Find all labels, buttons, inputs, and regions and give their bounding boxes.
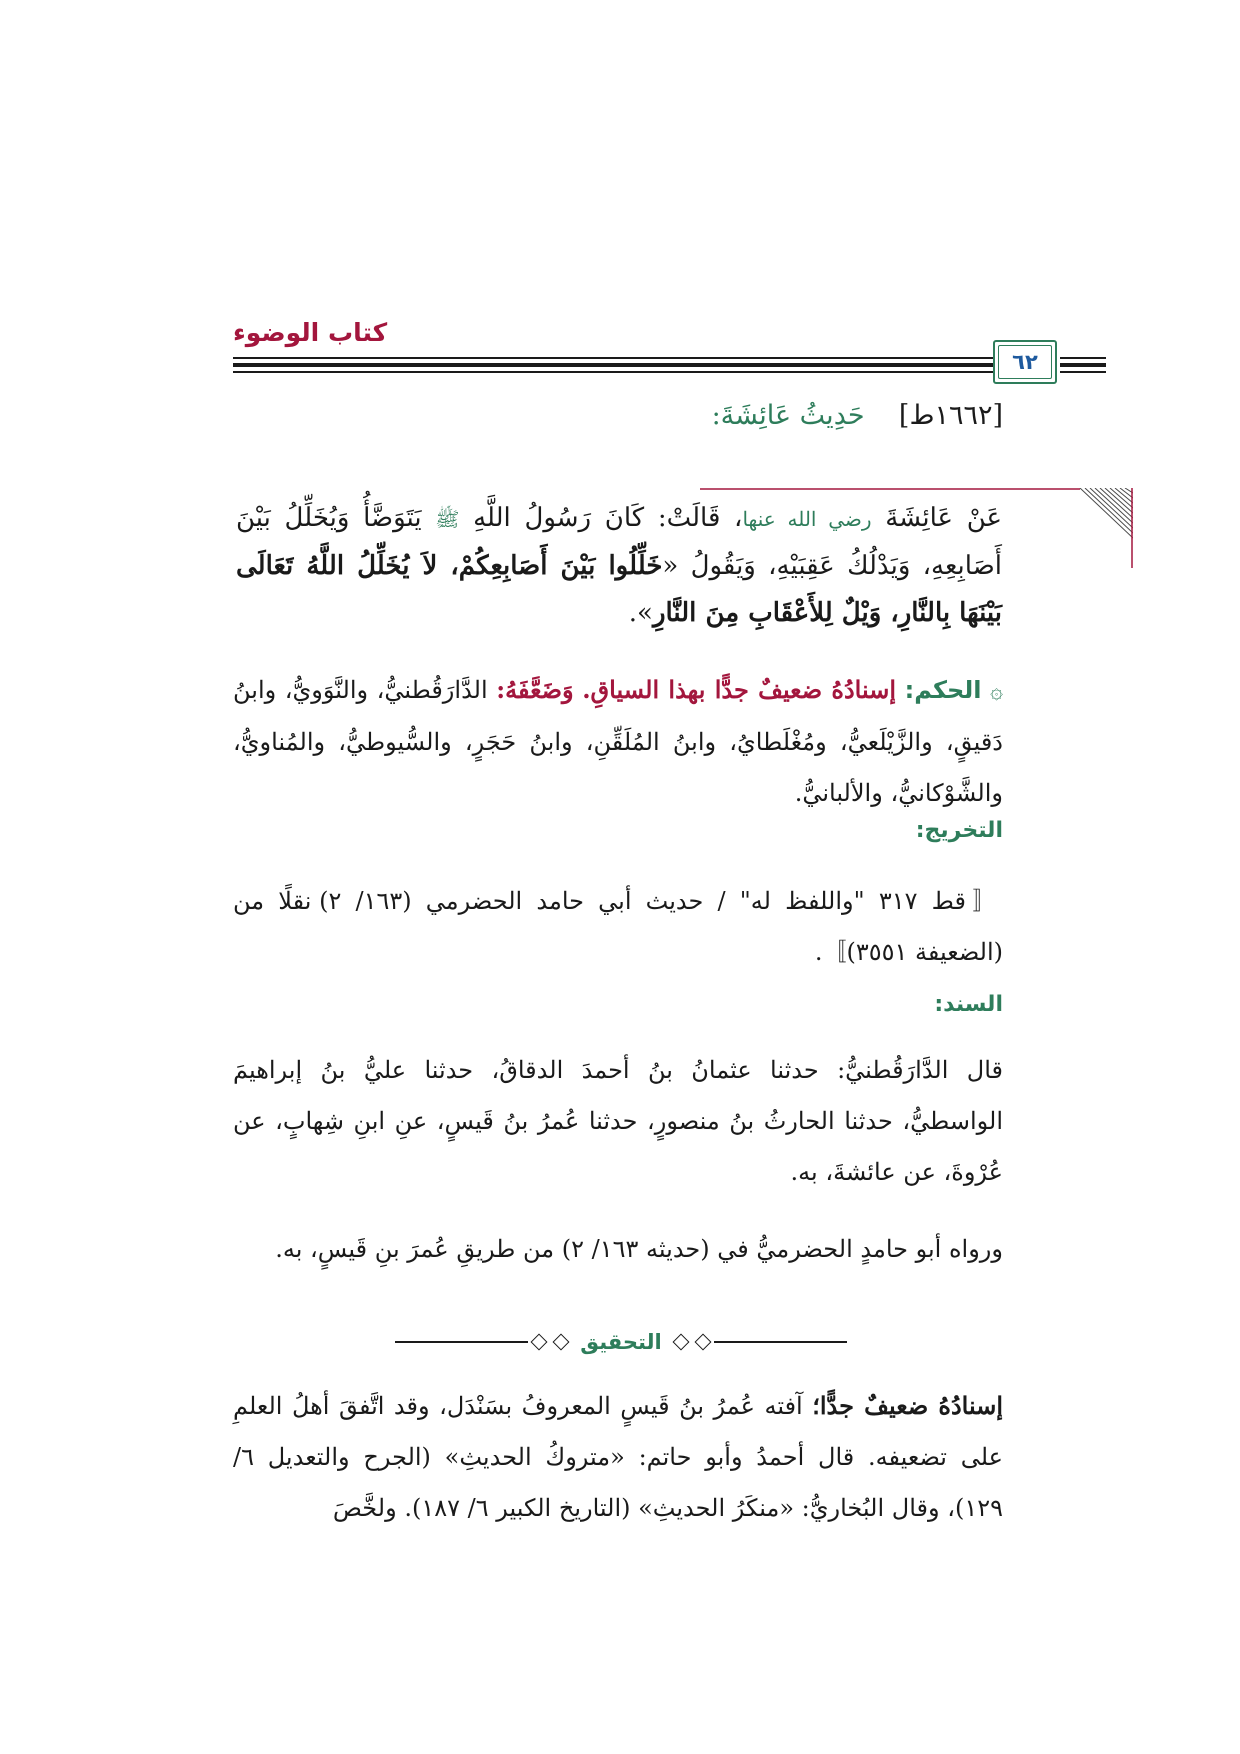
header-rule <box>1060 357 1106 359</box>
header-rule <box>1060 363 1106 367</box>
tahqiq-text: آفته عُمرُ بنُ قَيسٍ المعروفُ بسَنْدَل، وقد اتَّفقَ أهلُ العلمِ على تضعيفه. قال أحمدُ وأبو حاتم: «متروكُ الحديثِ» (الجرح والتعديل ٦/ ١٢٩)، وقال البُخاريُّ: «منكَرُ الحديثِ» (التاريخ الكبير ٦/ ١٨٧). ولخَّصَ <box>233 1392 1003 1522</box>
divider-line <box>714 1341 847 1343</box>
divider-ornament <box>553 1334 570 1351</box>
header-rule <box>1060 371 1106 373</box>
header-rule <box>233 371 993 373</box>
hadith-text <box>236 495 1002 637</box>
tahqiq-label: التحقيق <box>580 1330 662 1354</box>
hadith-title: حَدِيثُ عَائِشَةَ: <box>711 400 865 431</box>
divider-line <box>395 1341 528 1343</box>
hadith-quote: خَلِّلُوا بَيْنَ أَصَابِعِكُمْ، لاَ يُخَلِّلُ اللَّهُ تَعَالَى بَيْنَهَا بِالنَّارِ، وَيْلٌ لِلأَعْقَابِ مِنَ النَّارِ <box>236 551 1002 628</box>
tahqiq-divider <box>395 1330 847 1354</box>
divider-ornament <box>672 1334 689 1351</box>
tahqiq-paragraph <box>233 1380 1003 1534</box>
ruling-label: الحكم: <box>904 676 982 704</box>
header-rule <box>233 363 993 367</box>
sanad-paragraph: ورواه أبو حامدٍ الحضرميُّ في (حديثه ١٦٣/ ٢) من طريقِ عُمرَ بنِ قَيسٍ، به. <box>275 1235 1003 1263</box>
hadith-text-part: يَتَوَضَّأُ وَيُخَلِّلُ بَيْنَ أَصَابِعِهِ، وَيَدْلُكُ عَقِبَيْهِ، وَيَقُولُ « <box>236 503 1002 581</box>
ruling-verdict: إسنادُهُ ضعيفٌ جدًّا بهذا السياقِ. <box>582 675 897 704</box>
flower-icon: ۞ <box>990 679 1003 704</box>
takhrij-label: التخريج: <box>915 818 1003 843</box>
header-rule <box>233 357 993 359</box>
divider-ornament <box>694 1334 711 1351</box>
sanad-paragraph: قال الدَّارَقُطنيُّ: حدثنا عثمانُ بنُ أحمدَ الدقاقُ، حدثنا عليُّ بنُ إبراهيمَ الواسطيُّ، حدثنا الحارثُ بنُ منصورٍ، حدثنا عُمرُ بنُ قَيسٍ، عنِ ابنِ شِهابٍ، عن عُرْوةَ، عن عائشةَ، به. <box>233 1056 1003 1186</box>
honorific-prophet: ﷺ <box>435 507 460 531</box>
sanad-label: السند: <box>934 992 1003 1017</box>
hadith-text-part: ، قَالَتْ: كَانَ رَسُولُ اللَّهِ <box>459 503 743 533</box>
hadith-number: [١٦٦٢ط] <box>898 400 1003 431</box>
page-number-frame <box>993 340 1057 384</box>
takhrij-text: 〚قط ٣١٧ "واللفظ له" / حديث أبي حامد الحضرمي (١٦٣/ ٢) نقلًا من (الضعيفة ٣٥٥١)〛. <box>233 887 1003 966</box>
book-title: كتاب الوضوء <box>233 318 388 347</box>
hadith-heading <box>303 400 1003 431</box>
honorific-aisha: رضي الله عنها <box>742 507 872 531</box>
page-number: ٦٢ <box>1012 350 1038 374</box>
weakened-by-names: الدَّارَقُطنيُّ، والنَّوَويُّ، وابنُ دَقيقٍ، والزَّيْلَعيُّ، ومُغْلَطايُ، وابنُ المُلَقِّنِ، وابنُ حَجَرٍ، والسُّيوطيُّ، والمُناويُّ، والشَّوْكانيُّ، والألبانيُّ. <box>233 676 1003 807</box>
weakened-by-label: وَضَعَّفَهُ: <box>496 675 574 704</box>
hadith-text-part: ». <box>628 598 653 628</box>
tahqiq-verdict: إسنادُهُ ضعيفٌ جدًّا؛ <box>812 1391 1004 1420</box>
hadith-text-part: عَنْ عَائِشَةَ <box>871 503 1002 533</box>
divider-ornament <box>531 1334 548 1351</box>
ruling-paragraph <box>233 664 1003 819</box>
